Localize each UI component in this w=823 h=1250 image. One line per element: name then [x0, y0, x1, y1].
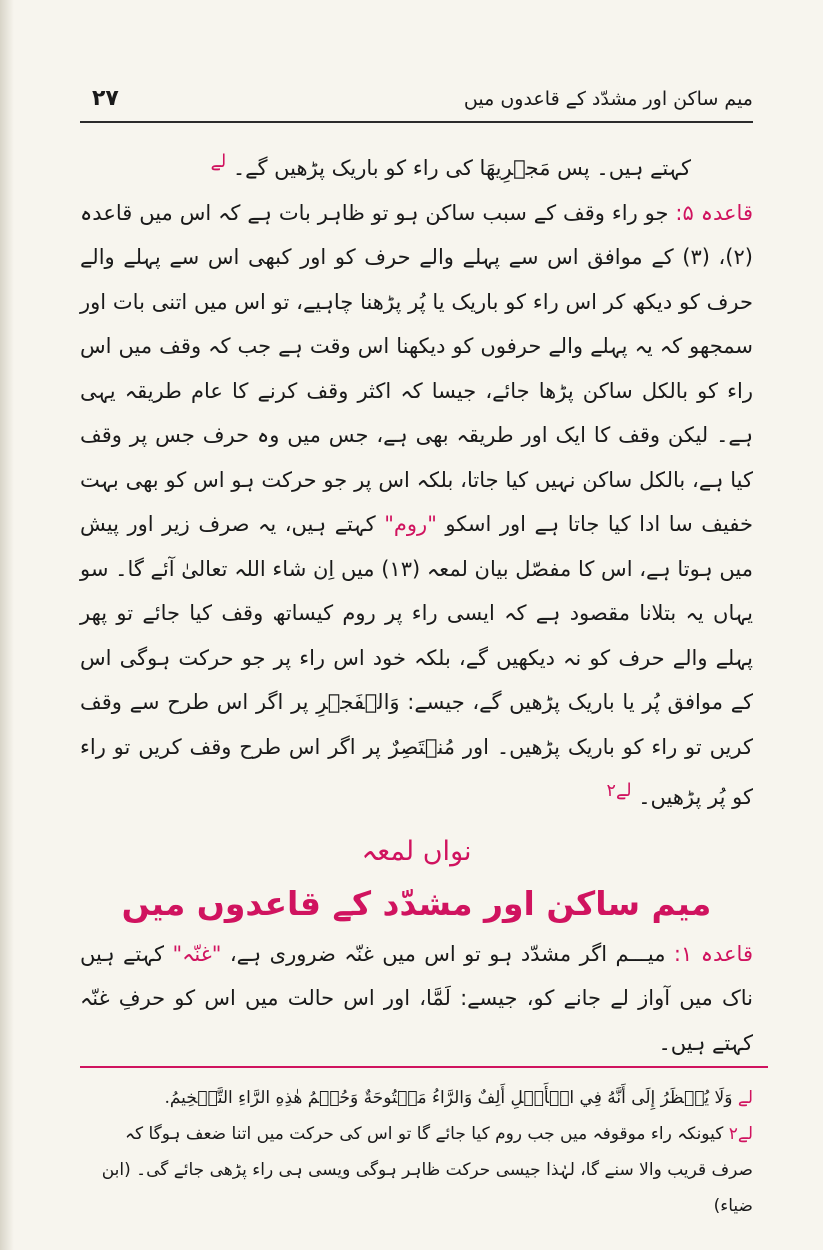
footnotes — [80, 1080, 753, 1224]
footnote-ref-1: لے — [210, 152, 227, 172]
intro-line: کہتے ہیں۔ پس مَجۡرِیھَا کی راء کو باریک پڑھیں گے۔ — [232, 156, 691, 180]
ghunna-term: "غنّہ" — [172, 941, 222, 966]
rule-5-body-2: کہتے ہیں، یہ صرف زیر اور پیش میں ہوتا ہے، اس کا مفصّل بیان لمعہ (۱۳) میں اِن شاء اللہ تعالیٰ آئے گا۔ سو یہاں یہ بتلانا مقصود ہے کہ ایسی راء پر روم کیساتھ وقف کیا جائے تو پھر پہلے والے حرف کو نہ دیکھیں گے، بلکہ خود اس راء پر جو حرکت ہوگی اس کے موافق پُر یا باریک پڑھیں گے، جیسے: وَالۡفَجۡرِ پر اگر اس طرح سے وقف کریں تو راء کو باریک پڑھیں۔ اور مُنۡتَصِرٌ پر اگر اس طرح وقف کریں تو راء کو پُر پڑھیں۔ — [80, 512, 753, 809]
footnote-ref-2: لے۲ — [606, 781, 632, 801]
main-text — [80, 140, 753, 1065]
chapter-title: میم ساکن اور مشدّد کے قاعدوں میں — [121, 883, 712, 923]
lesson-title: نواں لمعہ — [361, 835, 472, 867]
rule-5-label: قاعدہ ۵: — [675, 200, 753, 225]
rawm-term: "روم" — [384, 512, 437, 536]
paragraph-rule-1 — [80, 932, 753, 1066]
paragraph-rule-5 — [80, 191, 753, 820]
footnote-1-mark: لے — [737, 1088, 753, 1108]
rule-5-body: موافق اس سے پہلے والے حرف کو اور کبھی اس سے پہلے والے حرف کو دیکھ کر اس راء کو باریک یا پُر پڑھنا چاہیے، تو اس میں اتنی بات اور سمجھو کہ یہ پہلے والے حرفوں کو دیکھنا اس وقت ہے جب کہ وقف میں اس راء کو بالکل ساکن پڑھا جائے، جیسا کہ اکثر وقف کرنے کا عام طریقہ یہی ہے۔ لیکن وقف کا ایک اور طریقہ بھی ہے، جس میں وہ حرف جس پر وقف کیا ہے، بالکل ساکن نہیں کیا جاتا، بلکہ اس پر جو حرکت ہو اس کو بھی بہت خفیف سا ادا کیا جاتا ہے اور اسکو — [80, 245, 753, 536]
running-title: میم ساکن اور مشدّد کے قاعدوں میں — [463, 88, 753, 110]
footnote-2-mark: لے۲ — [728, 1124, 753, 1144]
footnote-divider — [80, 1066, 768, 1068]
page-number: ۲۷ — [92, 86, 119, 111]
footnote-2 — [80, 1116, 753, 1224]
rule-1-text-a: میـــم اگر مشدّد ہو تو اس میں غنّہ ضروری ہے، — [229, 941, 666, 966]
page-binding-shadow — [0, 0, 14, 1250]
footnote-1-text: وَلَا يُنۡظَرُ إِلَى أَنَّهُ فِي الۡأَصۡلِ أَلِفٌ وَالرَّاءُ مَفۡتُوحَةٌ وَحُكۡمُ هٰذِهِ الرَّاءِ التَّفۡخِيمُ. — [164, 1088, 733, 1108]
footnote-2-text: کیونکہ راء موقوفہ میں جب روم کیا جائے گا تو اس کی حرکت میں اتنا ضعف ہوگا کہ صرف قریب والا سنے گا، لہٰذا جیسی حرکت ظاہر ہوگی ویسی ہی راء پڑھی جائے گی۔ (ابن ضیاء) — [101, 1124, 753, 1216]
header-rule — [80, 121, 753, 123]
footnote-1 — [80, 1080, 753, 1116]
rule-5-first-line: جو راء وقف کے سبب ساکن ہو تو ظاہر بات ہے کہ اس میں قاعدہ (۲)، (۳) کے — [80, 200, 753, 269]
page-header — [80, 82, 753, 122]
paragraph-intro — [80, 140, 753, 191]
rule-1-text-b: کہتے ہیں ناک میں آواز لے جانے کو، جیسے: لَمَّا، اور اس حالت میں اس کو حرفِ غنّہ کہتے ہیں۔ — [80, 941, 753, 1055]
rule-1-label: قاعدہ ۱: — [673, 941, 753, 966]
